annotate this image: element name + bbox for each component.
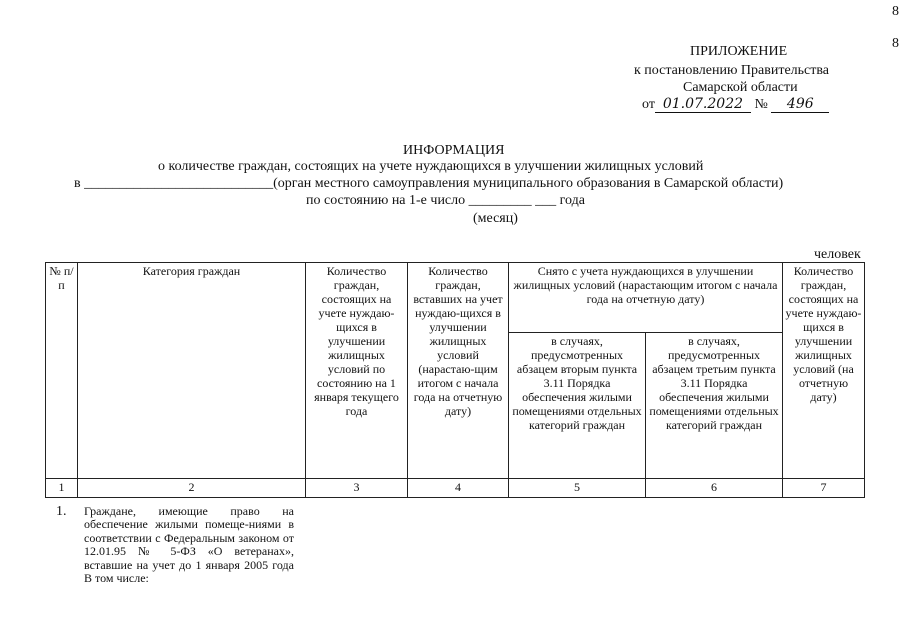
- annex-title: ПРИЛОЖЕНИЕ: [690, 44, 788, 59]
- header-col5: в случаях, предусмотренных абзацем вторым пункта 3.11 Порядка обеспечения жилыми помещениями отдельных категорий граждан: [509, 333, 646, 479]
- heading-line2-blank: ___________________________: [84, 176, 274, 191]
- annex-line1: к постановлению Правительства: [634, 63, 830, 78]
- column-number-6: 6: [646, 479, 783, 498]
- header-col2: Категория граждан: [78, 263, 306, 479]
- header-row-1: [46, 263, 865, 333]
- date-value: 01.07.2022: [655, 97, 751, 113]
- number-prefix: №: [754, 97, 768, 112]
- heading-line2-prefix: в: [74, 176, 81, 191]
- column-number-7: 7: [783, 479, 865, 498]
- annex-line2: Самарской области: [683, 80, 798, 95]
- heading-line2: [74, 176, 783, 191]
- info-table: [45, 262, 865, 498]
- date-prefix: от: [642, 97, 655, 112]
- column-number-row: [46, 479, 865, 498]
- heading-line2-suffix: (орган местного самоуправления муниципального образования в Самарской области): [273, 176, 784, 191]
- column-number-3: 3: [306, 479, 408, 498]
- row-1-category: Граждане, имеющие право на обеспечение жилыми помеще-ниями в соответствии с Федеральным законом от 12.01.95 № 5-ФЗ «О ветеранах», вставшие на учет до 1 января 2005 года В том числе:: [84, 504, 294, 586]
- header-col4: Количество граждан, вставших на учет нуждаю-щихся в улучшении жилищных условий (нарастаю-щим итогом с начала года на отчетную дату): [408, 263, 509, 479]
- header-col1: № п/п: [46, 263, 78, 479]
- column-number-5: 5: [509, 479, 646, 498]
- heading-line4: (месяц): [473, 211, 518, 226]
- annex-date-line: [642, 97, 829, 113]
- corner-mark-second: 8: [892, 36, 899, 51]
- column-number-2: 2: [78, 479, 306, 498]
- header-col6: в случаях, предусмотренных абзацем третьим пункта 3.11 Порядка обеспечения жилыми помещениями отдельных категорий граждан: [646, 333, 783, 479]
- heading-line3: по состоянию на 1-е число _________ ___ года: [306, 193, 585, 208]
- heading-title: ИНФОРМАЦИЯ: [403, 143, 505, 158]
- column-number-4: 4: [408, 479, 509, 498]
- units-label: человек: [814, 247, 861, 262]
- header-group: Снято с учета нуждающихся в улучшении жилищных условий (нарастающим итогом с начала года на отчетную дату): [509, 263, 783, 333]
- column-number-1: 1: [46, 479, 78, 498]
- number-value: 496: [771, 97, 829, 113]
- corner-mark-top: 8: [892, 4, 899, 19]
- heading-line1: о количестве граждан, состоящих на учете нуждающихся в улучшении жилищных условий: [158, 159, 704, 174]
- header-col3: Количество граждан, состоящих на учете нуждаю-щихся в улучшении жилищных условий по состоянию на 1 января текущего года: [306, 263, 408, 479]
- row-1-number: 1.: [56, 504, 67, 519]
- header-col7: Количество граждан, состоящих на учете нуждаю-щихся в улучшении жилищных условий (на отчетную дату): [783, 263, 865, 479]
